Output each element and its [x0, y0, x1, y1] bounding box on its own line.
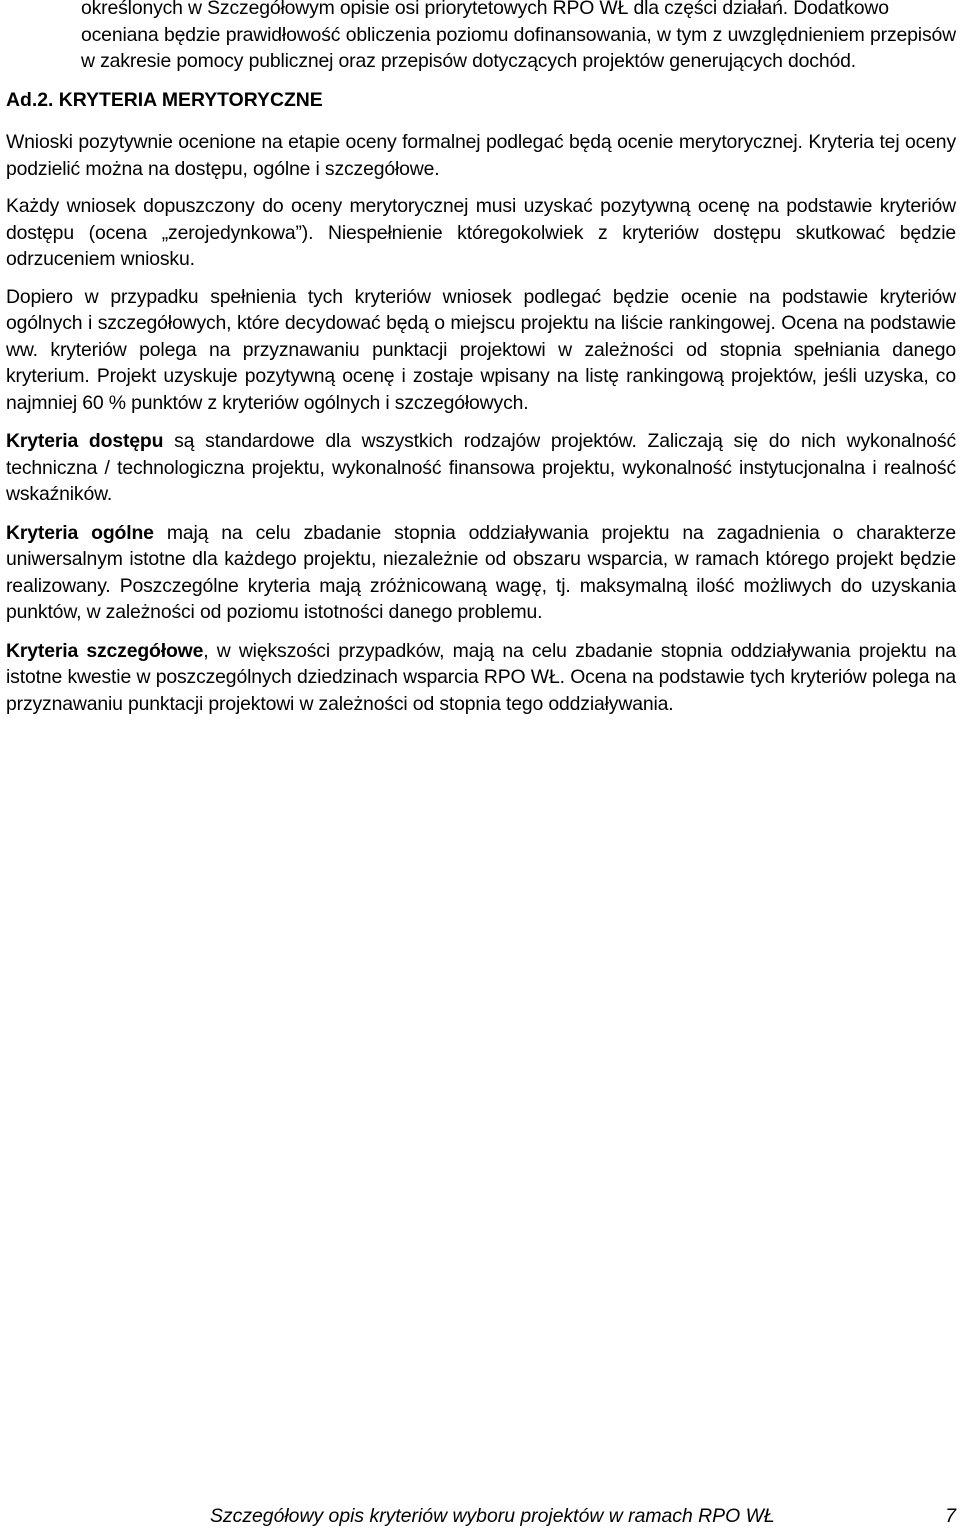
paragraph-general-criteria: [6, 520, 956, 626]
footer-title: Szczegółowy opis kryteriów wyboru projektów w ramach RPO WŁ: [210, 1505, 775, 1527]
term-detailed-criteria: Kryteria szczegółowe: [6, 639, 204, 662]
intro-paragraph: oceniana będzie prawidłowość obliczenia poziomu dofinansowania, w tym z uwzględnieniem przepisów w zakresie pomocy publicznej oraz przepisów dotyczących projektów generujących dochód.: [81, 23, 956, 72]
detailed-criteria-description: , w większości przypadków, mają na celu zbadanie stopnia oddziaływania projektu na istotne kwestie w poszczególnych dziedzinach wsparcia RPO WŁ. Ocena na podstawie tych kryteriów polega na przyznawaniu punktacji projektowi w zależności od stopnia tego oddziaływania.: [6, 639, 956, 715]
term-general-criteria: Kryteria ogólne: [6, 521, 154, 544]
paragraph-merit-evaluation: Wnioski pozytywnie ocenione na etapie oceny formalnej podlegać będą ocenie merytorycznej. Kryteria tej oceny podzielić można na dostępu, ogólne i szczegółowe.: [6, 131, 956, 180]
paragraph-ranking: Dopiero w przypadku spełnienia tych kryteriów wniosek podlegać będzie ocenie na podstawie kryteriów ogólnych i szczegółowych, które decydować będą o miejscu projektu na liście rankingowej. Ocena na podstawie ww. kryteriów polega na przyznawaniu punktacji projektowi w zależności od stopnia spełniania danego kryterium. Projekt uzyskuje pozytywną ocenę i zostaje wpisany na listę rankingową projektów, jeśli uzyska, co najmniej 60 % punktów z kryteriów ogólnych i szczegółowych.: [6, 285, 956, 414]
paragraph-access-criteria-requirement: Każdy wniosek dopuszczony do oceny merytorycznej musi uzyskać pozytywną ocenę na podstawie kryteriów dostępu (ocena „zerojedynkowa”). Niespełnienie któregokolwiek z kryteriów dostępu skutkować będzie odrzuceniem wniosku.: [6, 195, 956, 270]
document-body: [6, 0, 956, 717]
page-number: 7: [945, 1505, 956, 1527]
section-heading: Ad.2. KRYTERIA MERYTORYCZNE: [6, 88, 323, 111]
paragraph-access-criteria: [6, 428, 956, 508]
paragraph-detailed-criteria: [6, 638, 956, 718]
access-criteria-description: są standardowe dla wszystkich rodzajów projektów. Zaliczają się do nich wykonalność techniczna / technologiczna projektu, wykonalność finansowa projektu, wykonalność instytucjonalna i realność wskaźników.: [6, 430, 957, 505]
term-access-criteria: Kryteria dostępu: [6, 430, 164, 452]
intro-first-line: określonych w Szczegółowym opisie osi priorytetowych RPO WŁ dla części działań. Dodatkowo: [81, 0, 889, 19]
general-criteria-description: mają na celu zbadanie stopnia oddziaływania projektu na zagadnienia o charakterze uniwersalnym istotne dla każdego projektu, niezależnie od obszaru wsparcia, w ramach którego projekt będzie realizowany. Poszczególne kryteria mają zróżnicowaną wagę, tj. maksymalną ilość możliwych do uzyskania punktów, w zależności od poziomu istotności danego problemu.: [6, 521, 956, 623]
